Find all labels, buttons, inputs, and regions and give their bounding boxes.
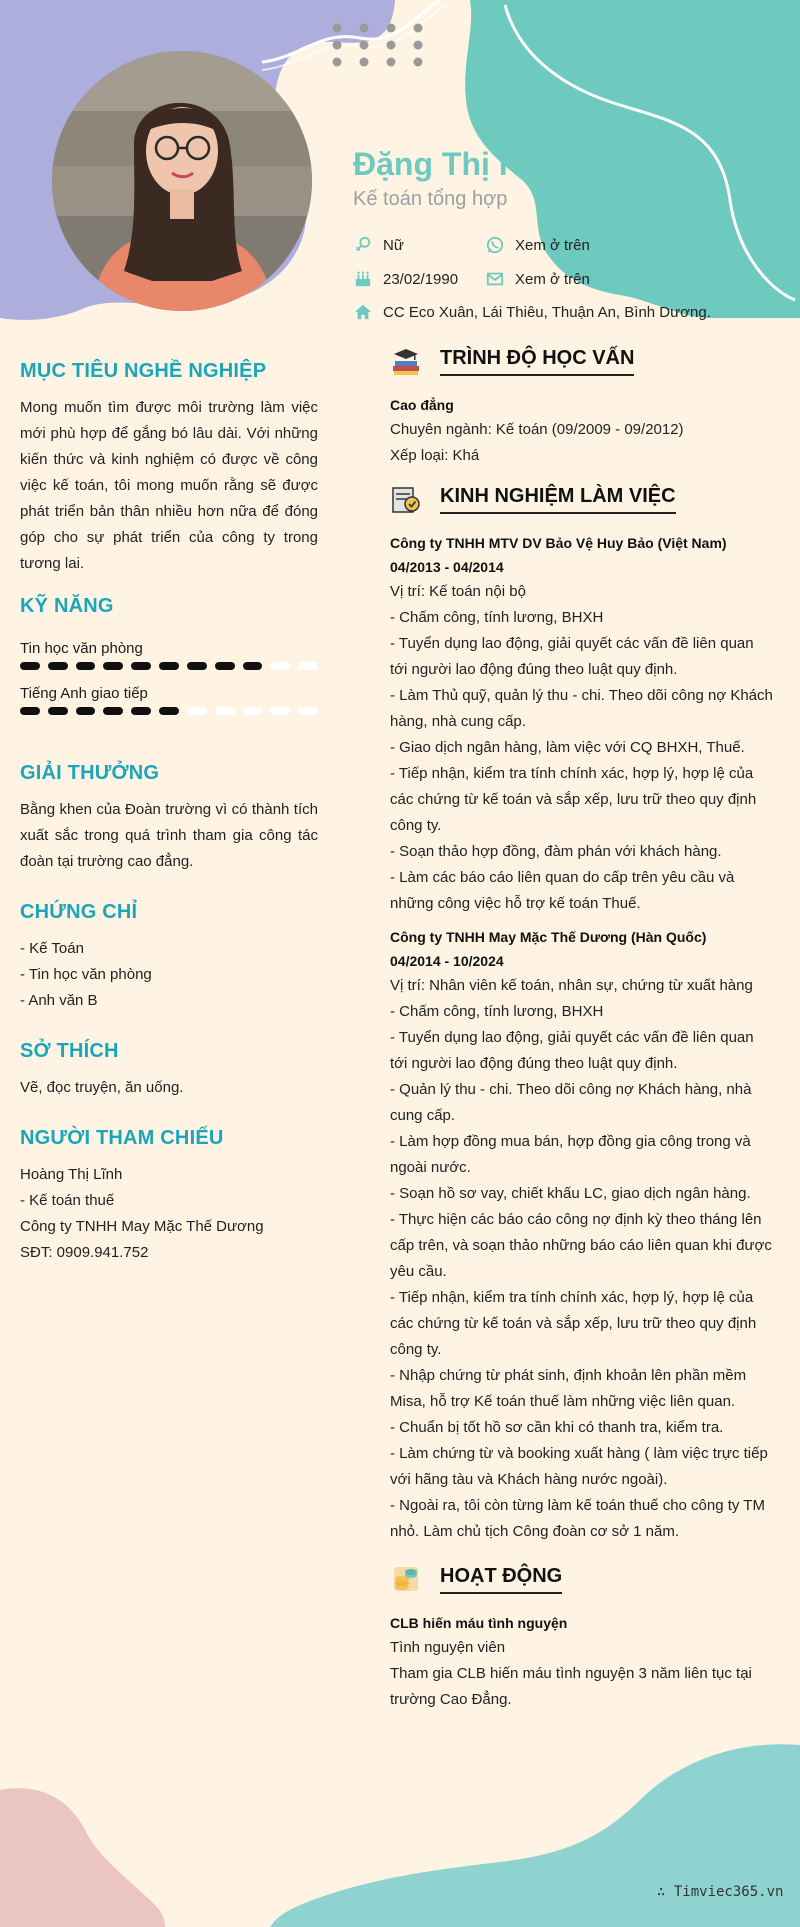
job-line: - Soạn hồ sơ vay, chiết khấu LC, giao dịch ngân hàng. [390, 1185, 751, 1202]
job-line: - Giao dịch ngân hàng, làm việc với CQ BHXH, Thuế. [390, 739, 745, 756]
reference-line: SĐT: 0909.941.752 [20, 1244, 149, 1261]
cake-icon [353, 269, 373, 289]
objective-text: Mong muốn tìm được môi trường làm việc mới phù hợp để gắng bó lâu dài. Với những kiến thức và kinh nghiệm có được về công việc kế toán, tôi mong muốn rằng sẽ được phát triển bản thân nhiều hơn nữa để đóng góp cho sự phát triển của công ty trong tương lai. [20, 399, 318, 572]
job-period: 04/2013 - 04/2014 [390, 559, 504, 575]
gender-row [353, 235, 404, 255]
footer-logo: ∴ Timviec365.vn [657, 1884, 784, 1900]
candidate-position: Kế toán tổng hợp [353, 188, 508, 210]
job-line: - Chuẩn bị tốt hồ sơ cần khi có thanh tra, kiểm tra. [390, 1419, 724, 1436]
certificate-item: - Anh văn B [20, 992, 98, 1009]
reference-line: Công ty TNHH May Mặc Thế Dương [20, 1218, 264, 1235]
job-company: Công ty TNHH May Mặc Thế Dương (Hàn Quốc) [390, 929, 707, 945]
skill-dash [215, 662, 235, 670]
job-line: - Ngoài ra, tôi còn từng làm kế toán thuế cho công ty TM nhỏ. Làm chủ tịch Công đoàn cơ sở 1 năm. [390, 1497, 765, 1540]
skill-dash [243, 707, 263, 715]
skill-dash [76, 707, 96, 715]
birthday-row [353, 269, 458, 289]
phone-icon [485, 235, 505, 255]
education-line: Chuyên ngành: Kế toán (09/2009 - 09/2012) [390, 421, 684, 438]
skill-name: Tiếng Anh giao tiếp [20, 685, 148, 702]
skill-dash [298, 662, 318, 670]
job-entry [390, 925, 775, 1545]
education-section [390, 345, 775, 469]
briefcase-icon [390, 483, 422, 515]
certificates-title: CHỨNG CHỈ [20, 901, 138, 923]
job-line: - Làm các báo cáo liên quan do cấp trên yêu cầu và những công việc hỗ trợ kế toán Thuế. [390, 869, 735, 912]
hobbies-title: SỞ THÍCH [20, 1040, 119, 1062]
job-entry [390, 531, 775, 917]
experience-section [390, 483, 775, 1545]
skill-dash [270, 707, 290, 715]
job-line: Vị trí: Nhân viên kế toán, nhân sự, chứng từ xuất hàng [390, 977, 753, 994]
job-line: - Tiếp nhận, kiểm tra tính chính xác, hợp lý, hợp lệ của các chứng từ kế toán và sắp xếp, lưu trữ theo quy định công ty. [390, 1289, 757, 1358]
skill-dash [131, 707, 151, 715]
job-line: - Nhập chứng từ phát sinh, định khoản lên phần mềm Misa, hỗ trợ Kế toán thuế làm những việc liên quan. [390, 1367, 747, 1410]
certificate-item: - Tin học văn phòng [20, 966, 152, 983]
skills-title: KỸ NĂNG [20, 595, 114, 617]
skill-level-bar [20, 661, 318, 671]
avatar [52, 51, 312, 311]
education-school: Cao đẳng [390, 397, 454, 413]
job-line: - Tiếp nhận, kiểm tra tính chính xác, hợp lý, hợp lệ của các chứng từ kế toán và sắp xếp, lưu trữ theo quy định công ty. [390, 765, 757, 834]
job-period: 04/2014 - 10/2024 [390, 953, 504, 969]
objective-title: MỤC TIÊU NGHỀ NGHIỆP [20, 360, 267, 382]
references-title: NGƯỜI THAM CHIẾU [20, 1127, 224, 1149]
footer-logo-text: Timviec365.vn [673, 1884, 784, 1900]
skill-level-bar [20, 706, 318, 716]
left-column [20, 360, 318, 1266]
awards-title: GIẢI THƯỞNG [20, 762, 160, 784]
skill-name: Tin học văn phòng [20, 640, 143, 657]
education-header [390, 345, 775, 377]
activities-title: HOẠT ĐỘNG [440, 1565, 562, 1594]
experience-title: KINH NGHIỆM LÀM VIỆC [440, 485, 676, 514]
skill-dash [20, 707, 40, 715]
skill-dash [76, 662, 96, 670]
gender-value: Nữ [383, 236, 404, 254]
mail-icon [485, 269, 505, 289]
job-line: - Tuyển dụng lao động, giải quyết các vấn đề liên quan tới người lao động đúng theo luật quy định. [390, 1029, 754, 1072]
phone-value: Xem ở trên [515, 236, 590, 254]
job-line: Vị trí: Kế toán nội bộ [390, 583, 526, 600]
address-row [353, 302, 711, 322]
awards-text: Bằng khen của Đoàn trường vì có thành tích xuất sắc trong quá trình tham gia công tác đoàn tại trường cao đẳng. [20, 801, 318, 870]
job-line: - Chấm công, tính lương, BHXH [390, 1003, 604, 1020]
skill-dash [48, 707, 68, 715]
right-column [390, 345, 775, 1727]
hobbies-text: Vẽ, đọc truyện, ăn uống. [20, 1079, 184, 1096]
candidate-name: Đặng Thị Hường [353, 146, 607, 182]
phone-row [485, 235, 590, 255]
skills-section [20, 595, 318, 716]
activities-line: Tình nguyện viên [390, 1639, 506, 1656]
skill-dash [159, 662, 179, 670]
home-icon [353, 302, 373, 322]
skill-dash [298, 707, 318, 715]
gender-icon [353, 235, 373, 255]
reference-line: Hoàng Thị Lĩnh [20, 1166, 123, 1183]
reference-line: - Kế toán thuế [20, 1192, 115, 1209]
activities-header [390, 1563, 775, 1595]
objective-section [20, 360, 318, 577]
skill-dash [20, 662, 40, 670]
books-icon [390, 345, 422, 377]
education-title: TRÌNH ĐỘ HỌC VẤN [440, 347, 634, 376]
skill-dash [103, 662, 123, 670]
job-company: Công ty TNHH MTV DV Bảo Vệ Huy Bảo (Việt Nam) [390, 535, 727, 551]
activities-section [390, 1563, 775, 1713]
email-value: Xem ở trên [515, 270, 590, 288]
job-line: - Tuyển dụng lao động, giải quyết các vấn đề liên quan tới người lao động đúng theo luật quy định. [390, 635, 754, 678]
skill-dash [270, 662, 290, 670]
job-line: - Quản lý thu - chi. Theo dõi công nợ Khách hàng, nhà cung cấp. [390, 1081, 752, 1124]
job-line: - Chấm công, tính lương, BHXH [390, 609, 604, 626]
job-line: - Làm chứng từ và booking xuất hàng ( làm việc trực tiếp với hãng tàu và Khách hàng nước ngoài). [390, 1445, 768, 1488]
certificate-item: - Kế Toán [20, 940, 84, 957]
experience-header [390, 483, 775, 515]
skill-dash [187, 707, 207, 715]
education-line: Xếp loại: Khá [390, 447, 480, 464]
skill-dash [159, 707, 179, 715]
references-section [20, 1127, 318, 1266]
activities-line: Tham gia CLB hiến máu tình nguyện 3 năm liên tục tại trường Cao Đẳng. [390, 1665, 752, 1708]
skill-dash [187, 662, 207, 670]
skill-dash [103, 707, 123, 715]
awards-section [20, 762, 318, 875]
skill-dash [131, 662, 151, 670]
skill-dash [215, 707, 235, 715]
activities-org: CLB hiến máu tình nguyện [390, 1615, 568, 1631]
hobbies-section [20, 1040, 318, 1101]
job-line: - Làm hợp đồng mua bán, hợp đồng gia công trong và ngoài nước. [390, 1133, 751, 1176]
address-value: CC Eco Xuân, Lái Thiêu, Thuận An, Bình Dương. [383, 303, 711, 321]
coins-icon [390, 1563, 422, 1595]
job-line: - Thực hiện các báo cáo công nợ định kỳ theo tháng lên cấp trên, và soạn thảo những báo cáo liên quan khi được yêu cầu. [390, 1211, 772, 1280]
job-line: - Làm Thủ quỹ, quản lý thu - chi. Theo dõi công nợ Khách hàng, nhà cung cấp. [390, 687, 773, 730]
birthday-value: 23/02/1990 [383, 270, 459, 288]
job-line: - Soạn thảo hợp đồng, đàm phán với khách hàng. [390, 843, 722, 860]
skill-dash [48, 662, 68, 670]
certificates-section [20, 901, 318, 1014]
skill-dash [243, 662, 263, 670]
email-row [485, 269, 590, 289]
